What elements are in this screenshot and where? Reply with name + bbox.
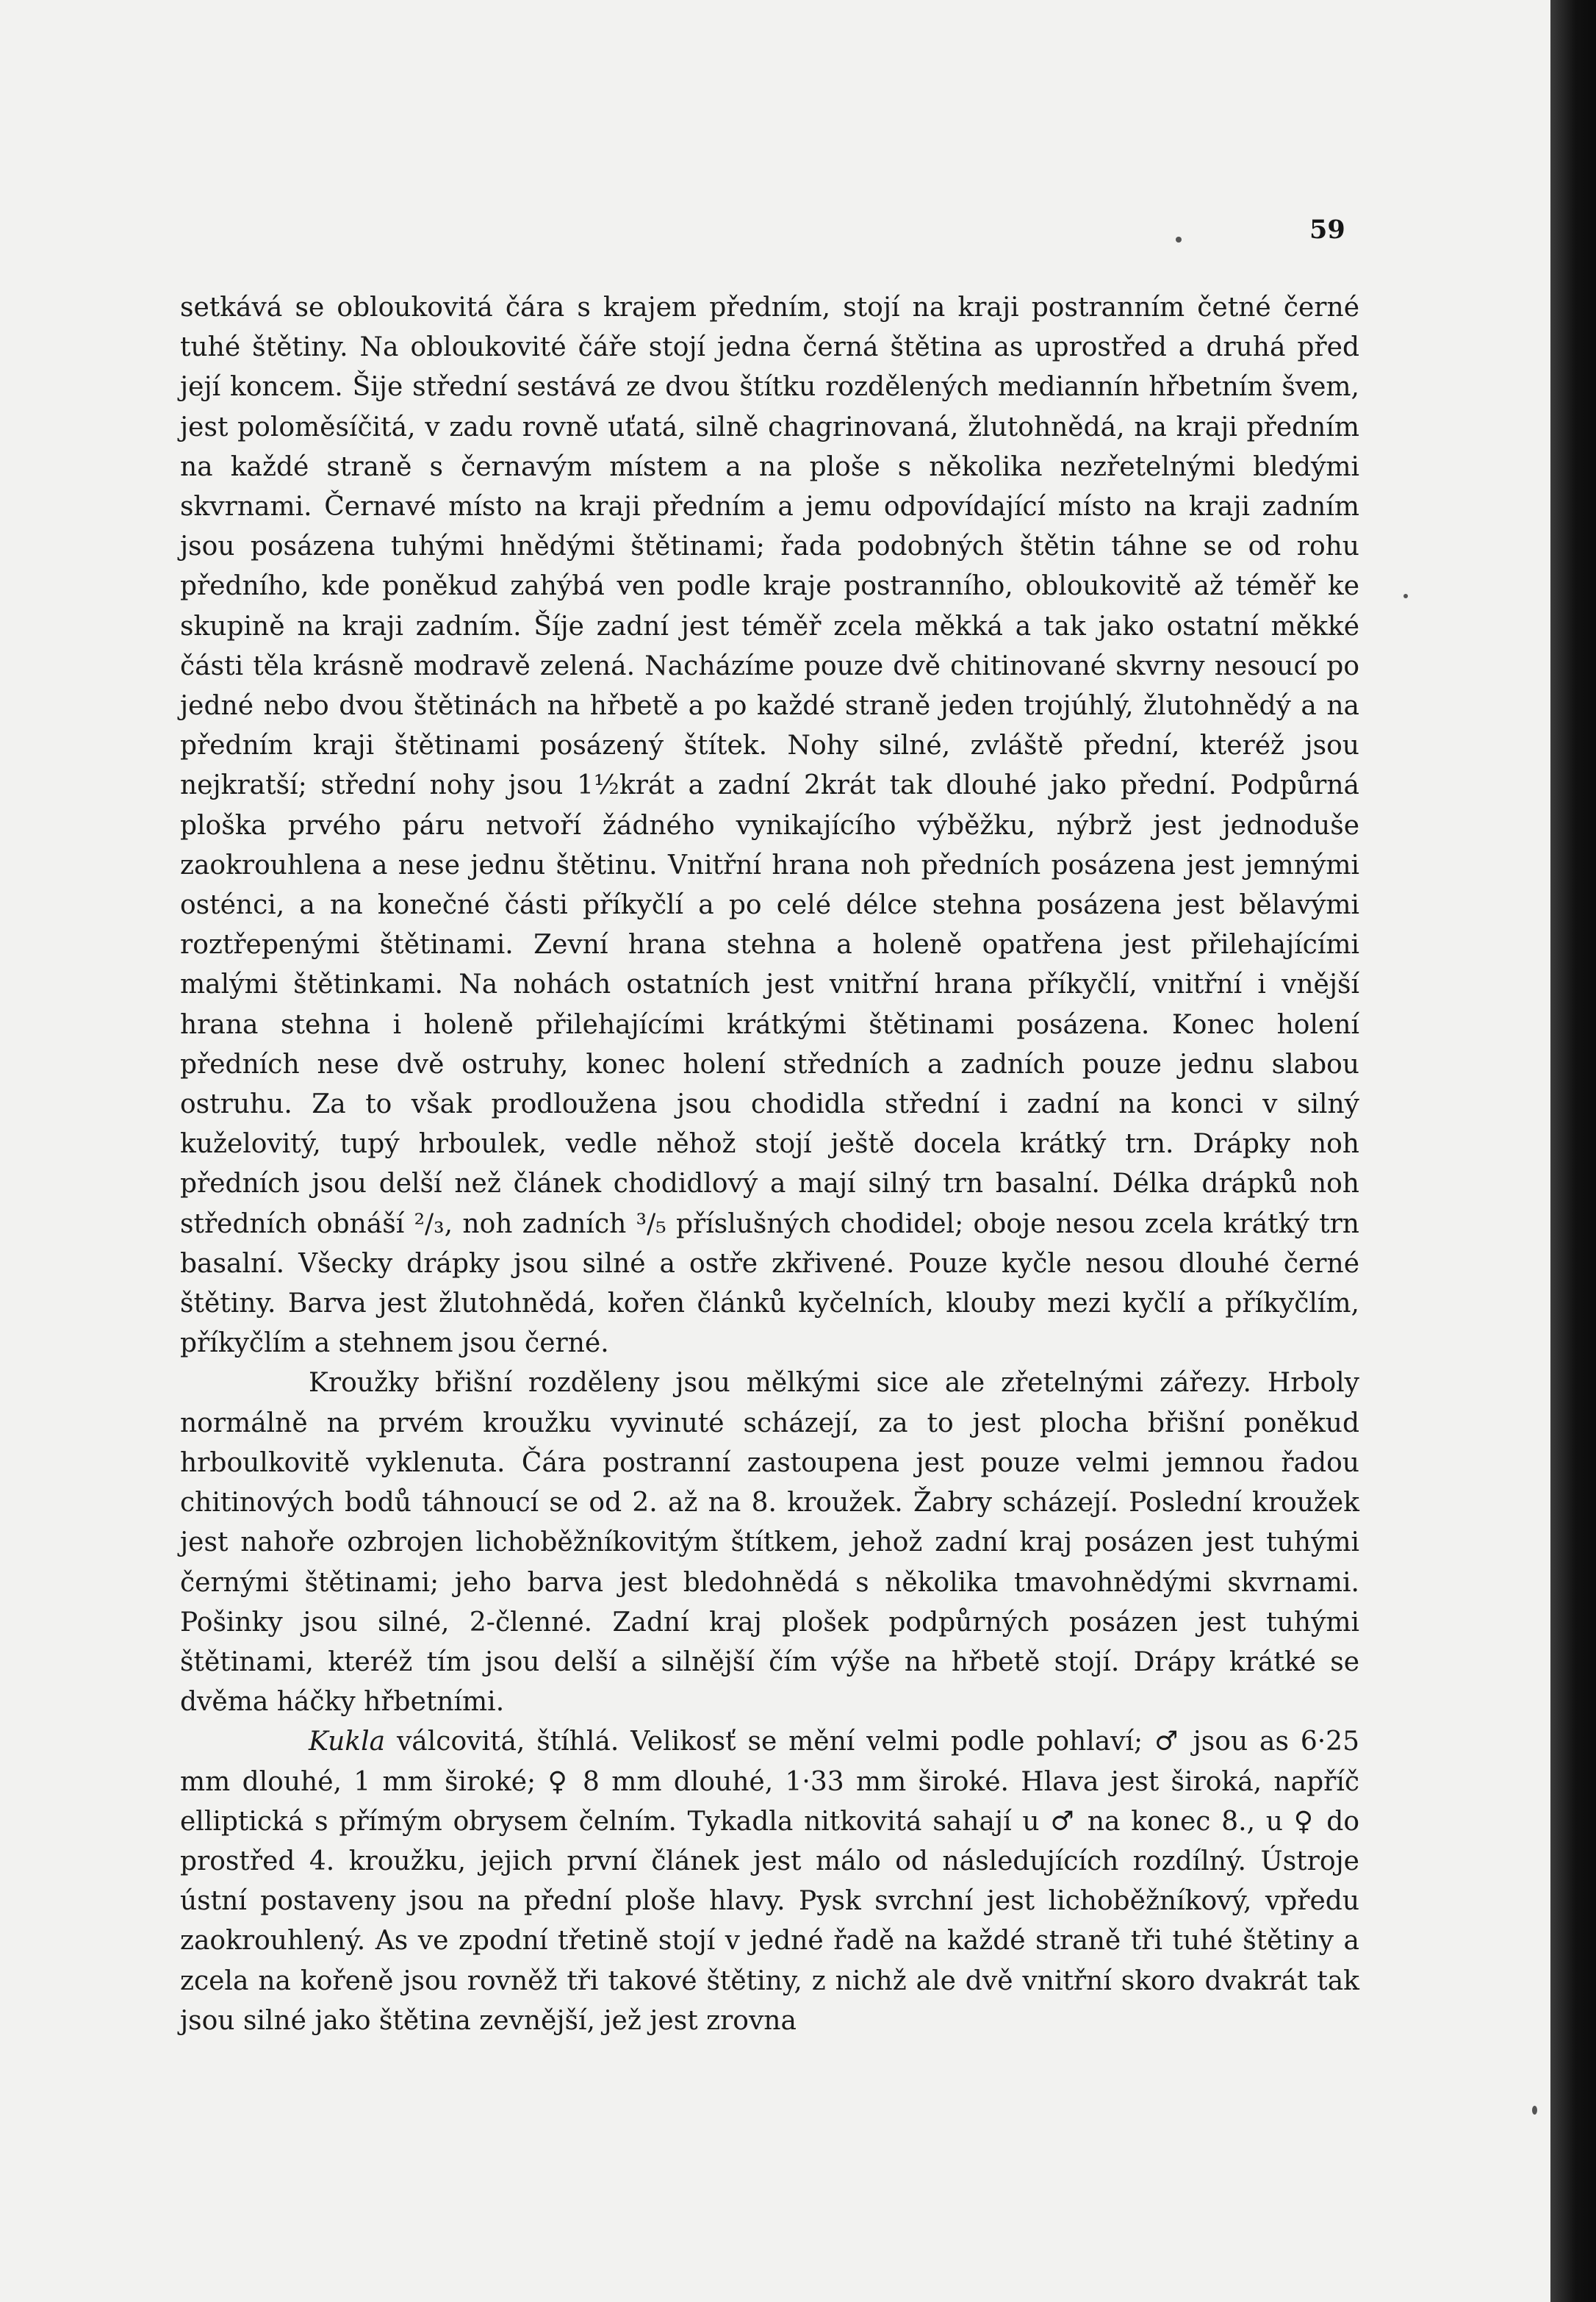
paragraph-larva-thorax-legs: setkává se obloukovitá čára s krajem předním, stojí na kraji postranním četné černé tuhé štětiny. Na obloukovité čáře stojí jedna černá štětina as uprostřed a druhá před její koncem. Šije střední sestává ze dvou štítku rozdělených mediannín hřbetním švem, jest poloměsíčitá, v zadu rovně uťatá, silně chagrinovaná, žlutohnědá, na kraji předním na každé straně s černavým místem a na ploše s několika nezřetelnými bledými skvrnami. Černavé místo na kraji předním a jemu odpovídající místo na kraji zadním jsou posázena tuhými hnědými štětinami; řada podobných štětin táhne se od rohu předního, kde poněkud zahýbá ven podle kraje postranního, obloukovitě až téměř ke skupině na kraji zadním. Šíje zadní jest téměř zcela měkká a tak jako ostatní měkké části těla krásně modravě zelená. Nacházíme pouze dvě chitinované skvrny nesoucí po jedné nebo dvou štětinách na hřbetě a po každé straně jeden trojúhlý, žlutohnědý a na předním kraji štětinami posázený štítek. Nohy silné, zvláště přední, kteréž jsou nejkratší; střední nohy jsou 1½krát a zadní 2krát tak dlouhé jako přední. Podpůrná ploška prvého páru netvoří žádného vynikajícího výběžku, nýbrž jest jednoduše zaokrouhlena a nese jednu štětinu. Vnitřní hrana noh předních posázena jest jemnými osténci, a na konečné části příkyčlí a po celé délce stehna posázena jest bělavými roztřepenými štětinami. Zevní hrana stehna a holeně opatřena jest přilehajícími malými štětinkami. Na nohách ostatních jest vnitřní hrana příkyčlí, vnitřní i vnější hrana stehna i holeně přilehajícími krátkými štětinami posázena. Konec holení předních nese dvě ostruhy, konec holení středních a zadních pouze jednu slabou ostruhu. Za to však prodloužena jsou chodidla střední i zadní na konci v silný kuželovitý, tupý hrboulek, vedle něhož stojí ještě docela krátký trn. Drápky noh předních jsou delší než článek chodidlový a mají silný trn basalní. Délka drápků noh středních obnáší ²/₃, noh zadních ³/₅ příslušných chodidel; oboje nesou zcela krátký trn basalní. Všecky drápky jsou silné a ostře zkřivené. Pouze kyčle nesou dlouhé černé štětiny. Barva jest žlutohnědá, kořen článků kyčelních, klouby mezi kyčlí a příkyčlím, příkyčlím a stehnem jsou černé. — [180, 293, 1359, 1359]
scan-speck — [1176, 237, 1182, 243]
paragraph-abdomen: Kroužky břišní rozděleny jsou mělkými sice ale zřetelnými zářezy. Hrboly normálně na prvém kroužku vyvinuté scházejí, za to jest plocha břišní poněkud hrboulkovitě vyklenuta. Čára postranní zastoupena jest pouze velmi jemnou řadou chitinových bodů táhnoucí se od 2. až na 8. kroužek. Žabry scházejí. Poslední kroužek jest nahoře ozbrojen lichoběžníkovitým štítkem, jehož zadní kraj posázen jest tuhými černými štětinami; jeho barva jest bledohnědá s několika tmavohnědými skvrnami. Pošinky jsou silné, 2-členné. Zadní kraj plošek podpůrných posázen jest tuhými štětinami, kteréž tím jsou delší a silnější čím výše na hřbetě stojí. Drápy krátké se dvěma háčky hřbetními. — [180, 1368, 1359, 1718]
scan-border — [1550, 0, 1596, 2302]
pupa-description: válcovitá, štíhlá. Velikosť se mění velmi podle pohlaví; ♂ jsou as 6·25 mm dlouhé, 1 mm široké; ♀ 8 mm dlouhé, 1·33 mm široké. Hlava jest široká, napříč elliptická s přímým obrysem čelním. Tykadla nitkovitá sahají u ♂ na konec 8., u ♀ do prostřed 4. kroužku, jejich první článek jest málo od následujících rozdílný. Ústroje ústní postaveny jsou na přední ploše hlavy. Pysk svrchní jest lichoběžníkový, vpředu zaokrouhlený. As ve zpodní třetině stojí v jedné řadě na každé straně tři tuhé štětiny a zcela na kořeně jsou rovněž tři takové štětiny, z nichž ale dvě vnitřní skoro dvakrát tak jsou silné jako štětina zevnější, jež jest zrovna — [180, 1726, 1359, 2036]
scan-speck — [1403, 594, 1408, 598]
paragraph-pupa — [180, 1722, 1359, 2041]
body-text — [180, 288, 1359, 2041]
scan-speck — [1532, 2106, 1537, 2115]
pupa-lead-word: Kukla — [309, 1726, 386, 1757]
page-number: 59 — [1309, 215, 1345, 245]
